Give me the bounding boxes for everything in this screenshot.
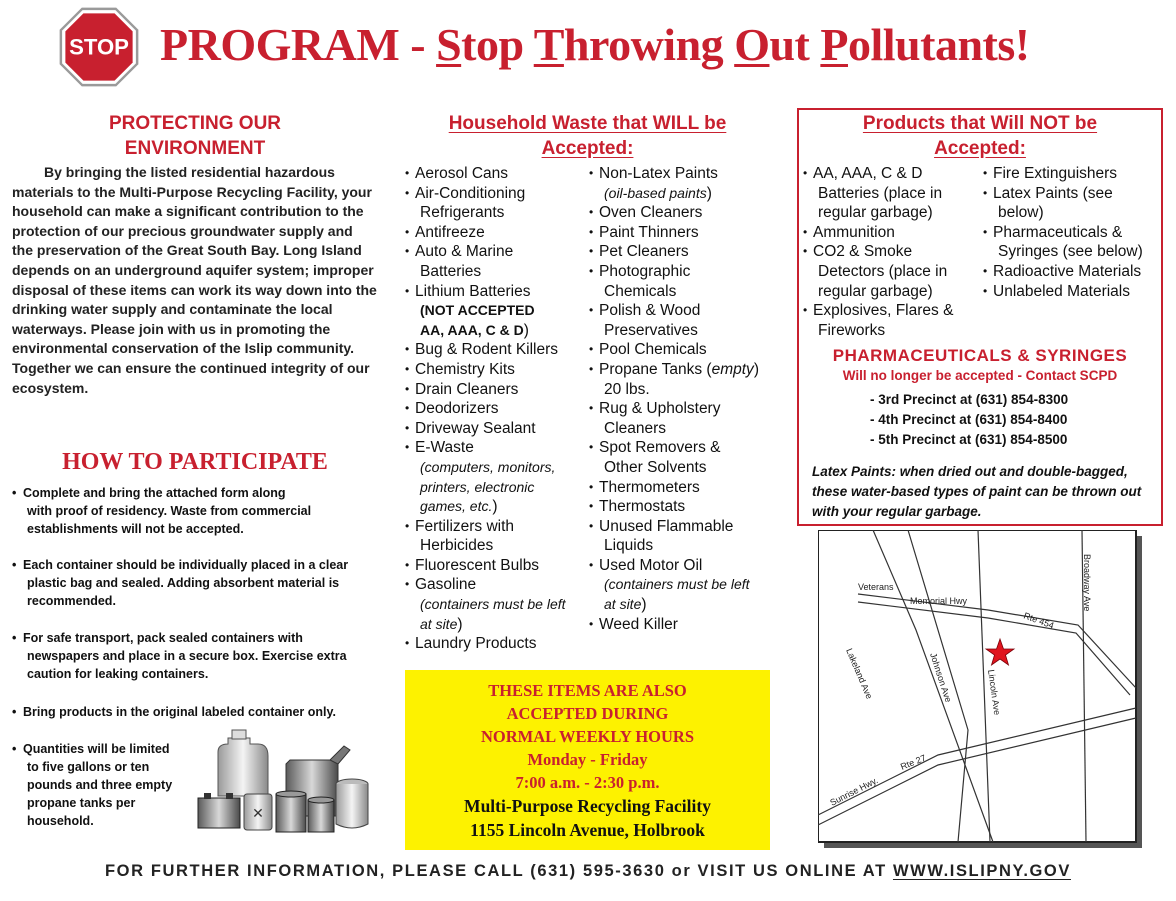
hours-days: Monday - Friday [527, 750, 648, 769]
map-label-johnson: Johnson Ave [928, 651, 954, 704]
list-item: • Polish & Wood Preservatives [589, 301, 774, 340]
step-line: propane tanks per [27, 796, 136, 810]
protecting-heading-line1: PROTECTING OUR [108, 113, 282, 134]
list-item: • Lithium Batteries (NOT ACCEPTED AA, AAA, C & D) [405, 282, 585, 341]
step-line: recommended. [27, 594, 116, 608]
map-label-memorial: Memorial Hwy [910, 596, 968, 606]
accepted-heading [400, 111, 775, 161]
facility-name: Multi-Purpose Recycling Facility [464, 796, 711, 816]
list-item: • Chemistry Kits [405, 360, 585, 380]
title-initial-o: O [734, 19, 770, 70]
hours-time: 7:00 a.m. - 2:30 p.m. [515, 773, 660, 792]
accepted-list-column-2 [589, 164, 774, 634]
list-item: • Spot Removers & Other Solvents [589, 438, 774, 477]
title-word-out: ut [769, 19, 821, 70]
title-word-throwing: hrowing [563, 19, 735, 70]
map-label-veterans: Veterans [858, 582, 894, 592]
precinct-phone: - 5th Precinct at (631) 854-8500 [870, 432, 1068, 447]
participate-step [12, 629, 347, 683]
protecting-heading-line2: ENVIRONMENT [124, 138, 266, 159]
list-item: • Pool Chemicals [589, 340, 774, 360]
list-item: • Laundry Products [405, 634, 585, 654]
list-item: • Explosives, Flares & Fireworks [803, 301, 983, 340]
participate-step [12, 556, 348, 610]
step-line: For safe transport, pack sealed containers with [23, 631, 303, 645]
protecting-heading [60, 111, 330, 161]
list-item: • Thermometers [589, 478, 774, 498]
list-item: • Driveway Sealant [405, 419, 585, 439]
map-label-rte454: Rte 454 [1022, 610, 1056, 631]
step-line: pounds and three empty [27, 778, 173, 792]
title-word-stop: top [461, 19, 534, 70]
precinct-phone: - 3rd Precinct at (631) 854-8300 [870, 392, 1069, 407]
list-item: • Fertilizers with Herbicides [405, 517, 585, 556]
pharmaceuticals-subheading: Will no longer be accepted - Contact SCPD [842, 368, 1118, 383]
accepted-list-column-1 [405, 164, 585, 654]
hours-line: THESE ITEMS ARE ALSO [488, 681, 687, 700]
latex-paint-note: Latex Paints: when dried out and double-bagged, these water-based types of paint can be thrown out with your regular garbage. [812, 464, 1142, 519]
list-item: • Auto & Marine Batteries [405, 242, 585, 281]
list-item: • Unused Flammable Liquids [589, 517, 774, 556]
participate-step [12, 484, 311, 538]
step-line: Complete and bring the attached form along [23, 486, 286, 500]
list-item: • Air-Conditioning Refrigerants [405, 184, 585, 223]
website-link[interactable]: WWW.ISLIPNY.GOV [892, 862, 1071, 880]
map-label-lakeland: Lakeland Ave [844, 646, 875, 701]
list-item: • Photographic Chemicals [589, 262, 774, 301]
list-item: • Gasoline (containers must be left at site) [405, 575, 585, 634]
list-item: • Oven Cleaners [589, 203, 774, 223]
not-accepted-heading [815, 111, 1145, 161]
participate-heading: HOW TO PARTICIPATE [62, 449, 328, 475]
list-item: • Rug & Upholstery Cleaners [589, 399, 774, 438]
not-accepted-heading-line1: Products that Will NOT be [862, 113, 1098, 134]
precinct-phone: - 4th Precinct at (631) 854-8400 [870, 412, 1068, 427]
list-item: • CO2 & Smoke Detectors (place in regular garbage) [803, 242, 983, 301]
list-item: • Paint Thinners [589, 223, 774, 243]
step-line: caution for leaking containers. [27, 667, 209, 681]
participate-step [12, 740, 172, 830]
protecting-paragraph: By bringing the listed residential hazardous materials to the Multi-Purpose Recycling Facility, your household can make a significant contribution to the protection of our precious groundwater supply and the preservation of the Great South Bay. Long Island depends on an underground aquifer system; improper disposal of these items can work its way down into the drinking water supply and contaminate the local waterways. Please join with us in promoting the environmental conservation of the Islip community. Together we can ensure the continued integrity of our ecosystem. [12, 164, 377, 396]
list-item: • Deodorizers [405, 399, 585, 419]
map-label-broadway: Broadway Ave [1082, 554, 1092, 612]
list-item: • Thermostats [589, 497, 774, 517]
participate-step [12, 703, 336, 721]
bullet-icon: • [12, 705, 17, 719]
hours-line: ACCEPTED DURING [506, 704, 669, 723]
list-item: • Latex Paints (see below) [983, 184, 1161, 223]
map-label-lincoln: Lincoln Ave [986, 668, 1003, 716]
list-item: • Pet Cleaners [589, 242, 774, 262]
facility-address: 1155 Lincoln Avenue, Holbrook [470, 820, 705, 840]
list-item: • E-Waste (computers, monitors, printers, electronic games, etc.) [405, 438, 585, 516]
list-item: • Unlabeled Materials [983, 282, 1161, 302]
title-word-pollutants: ollutants! [847, 19, 1030, 70]
bullet-icon: • [12, 558, 17, 572]
accepted-heading-line2: Accepted: [541, 138, 634, 159]
map-label-sunrise: Sunrise Hwy. [828, 775, 880, 808]
page-title [160, 18, 1030, 71]
bullet-icon: • [12, 631, 17, 645]
step-line: Quantities will be limited [23, 742, 170, 756]
list-item: • Pharmaceuticals & Syringes (see below) [983, 223, 1161, 262]
step-line: plastic bag and sealed. Adding absorbent material is [27, 576, 340, 590]
title-initial-p: P [820, 19, 848, 70]
list-item: • Fluorescent Bulbs [405, 556, 585, 576]
step-line: newspapers and place in a secure box. Exercise extra [27, 649, 347, 663]
svg-text:✕: ✕ [252, 806, 264, 822]
stop-sign-icon [58, 6, 140, 88]
footer-contact [0, 862, 1176, 881]
list-item: • Ammunition [803, 223, 983, 243]
list-item: • Radioactive Materials [983, 262, 1161, 282]
list-item: • Drain Cleaners [405, 380, 585, 400]
list-item: • Fire Extinguishers [983, 164, 1161, 184]
step-line: with proof of residency. Waste from commercial [27, 504, 312, 518]
step-line: Each container should be individually placed in a clear [23, 558, 349, 572]
title-initial-s: S [436, 19, 462, 70]
step-line: establishments will not be accepted. [27, 522, 244, 536]
hours-line: NORMAL WEEKLY HOURS [480, 727, 695, 746]
map-label-rte27: Rte 27 [899, 752, 928, 772]
accepted-heading-line1: Household Waste that WILL be [448, 113, 727, 134]
list-item: • AA, AAA, C & D Batteries (place in regular garbage) [803, 164, 983, 223]
location-map [818, 530, 1142, 848]
hazardous-containers-illustration [190, 720, 370, 840]
title-prefix: PROGRAM - [160, 19, 437, 70]
list-item: • Used Motor Oil (containers must be left at site) [589, 556, 774, 615]
pharmaceuticals-heading: PHARMACEUTICALS & SYRINGES [832, 346, 1128, 365]
weekly-hours-box [405, 670, 770, 850]
step-line: to five gallons or ten [27, 760, 150, 774]
step-line: household. [27, 814, 94, 828]
list-item: • Bug & Rodent Killers [405, 340, 585, 360]
list-item: • Weed Killer [589, 615, 774, 635]
not-accepted-heading-line2: Accepted: [934, 138, 1026, 159]
not-accepted-list-column-2 [983, 164, 1161, 301]
footer-text: FOR FURTHER INFORMATION, PLEASE CALL (631) 595-3630 or VISIT US ONLINE AT [105, 862, 893, 880]
bullet-icon: • [12, 742, 17, 756]
list-item: • Propane Tanks (empty) 20 lbs. [589, 360, 774, 399]
list-item: • Non-Latex Paints (oil-based paints) [589, 164, 774, 203]
not-accepted-list-column-1 [803, 164, 983, 340]
stop-sign-text: STOP [69, 34, 129, 60]
bullet-icon: • [12, 486, 17, 500]
list-item: • Aerosol Cans [405, 164, 585, 184]
list-item: • Antifreeze [405, 223, 585, 243]
step-line: Bring products in the original labeled container only. [23, 705, 336, 719]
title-initial-t: T [533, 19, 564, 70]
